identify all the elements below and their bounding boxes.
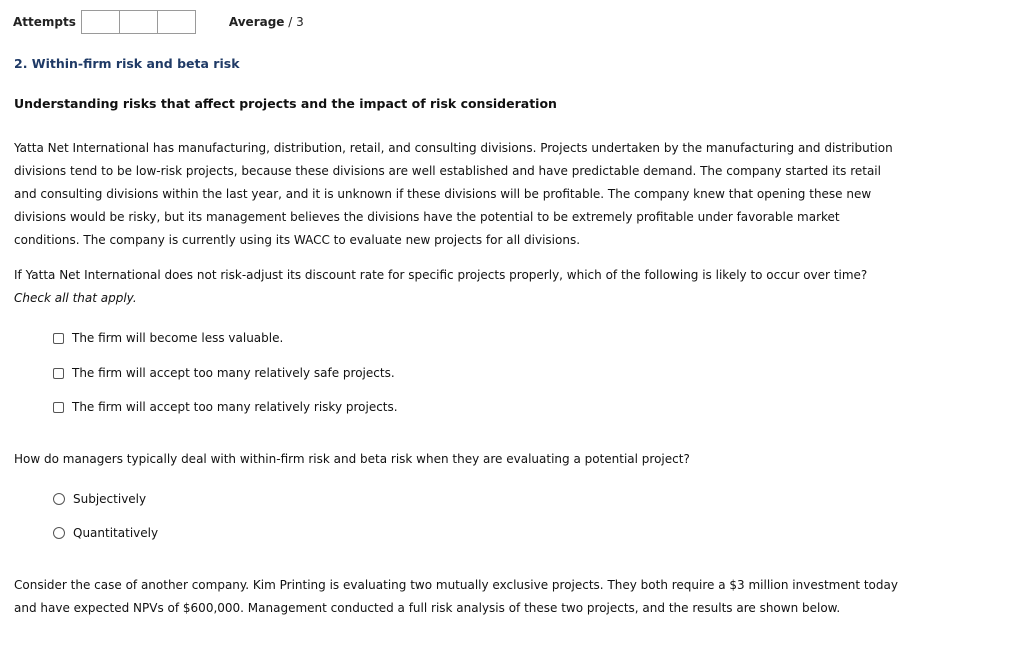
average-label: Average <box>228 15 285 29</box>
q2-option-1[interactable] <box>53 492 146 506</box>
q2-prompt: How do managers typically deal with within-firm risk and beta risk when they are evaluating a potential project? <box>14 452 690 466</box>
average-value: / 3 <box>288 15 304 29</box>
checkbox-icon[interactable] <box>53 402 64 413</box>
radio-icon[interactable] <box>53 527 65 539</box>
attempts-label: Attempts <box>13 15 76 29</box>
checkbox-icon[interactable] <box>53 368 64 379</box>
question-title: 2. Within-firm risk and beta risk <box>14 56 240 71</box>
q1-option-label: The firm will accept too many relatively safe projects. <box>72 366 395 380</box>
question-subtitle: Understanding risks that affect projects and the impact of risk consideration <box>14 96 557 111</box>
radio-icon[interactable] <box>53 493 65 505</box>
q1-prompt-block <box>14 264 894 310</box>
q2-option-2[interactable] <box>53 526 158 540</box>
checkbox-icon[interactable] <box>53 333 64 344</box>
q1-option-3[interactable] <box>53 400 398 414</box>
average-score <box>229 15 304 29</box>
attempt-boxes <box>81 10 196 34</box>
q1-option-label: The firm will become less valuable. <box>72 331 284 345</box>
q2-option-label: Quantitatively <box>73 526 159 540</box>
attempt-box-2 <box>119 10 158 34</box>
closing-paragraph: Consider the case of another company. Kim Printing is evaluating two mutually exclusive projects. They both require a $3 million investment today and have expected NPVs of $600,000. Management conducted a full risk analysis of these two projects, and the results are shown below. <box>14 578 898 615</box>
intro-paragraph: Yatta Net International has manufacturing, distribution, retail, and consulting divisions. Projects undertaken by the manufacturing and distribution divisions tend to be low-risk projects, because these divisions are well established and have predictable demand. The company started its retail and consulting divisions within the last year, and it is unknown if these divisions will be profitable. The company knew that opening these new divisions would be risky, but its management believes the divisions have the potential to be extremely profitable under favorable market conditions. The company is currently using its WACC to evaluate new projects for all divisions. <box>14 141 893 247</box>
attempt-box-1 <box>81 10 120 34</box>
q1-option-label: The firm will accept too many relatively risky projects. <box>72 400 398 414</box>
q1-option-1[interactable] <box>53 331 283 345</box>
attempts-bar <box>13 9 304 35</box>
attempt-box-3 <box>157 10 196 34</box>
q2-option-label: Subjectively <box>73 492 147 506</box>
q1-option-2[interactable] <box>53 366 395 380</box>
q1-instruction: Check all that apply. <box>14 291 137 305</box>
q1-prompt: If Yatta Net International does not risk-adjust its discount rate for specific projects properly, which of the following is likely to occur over time? <box>14 268 868 282</box>
